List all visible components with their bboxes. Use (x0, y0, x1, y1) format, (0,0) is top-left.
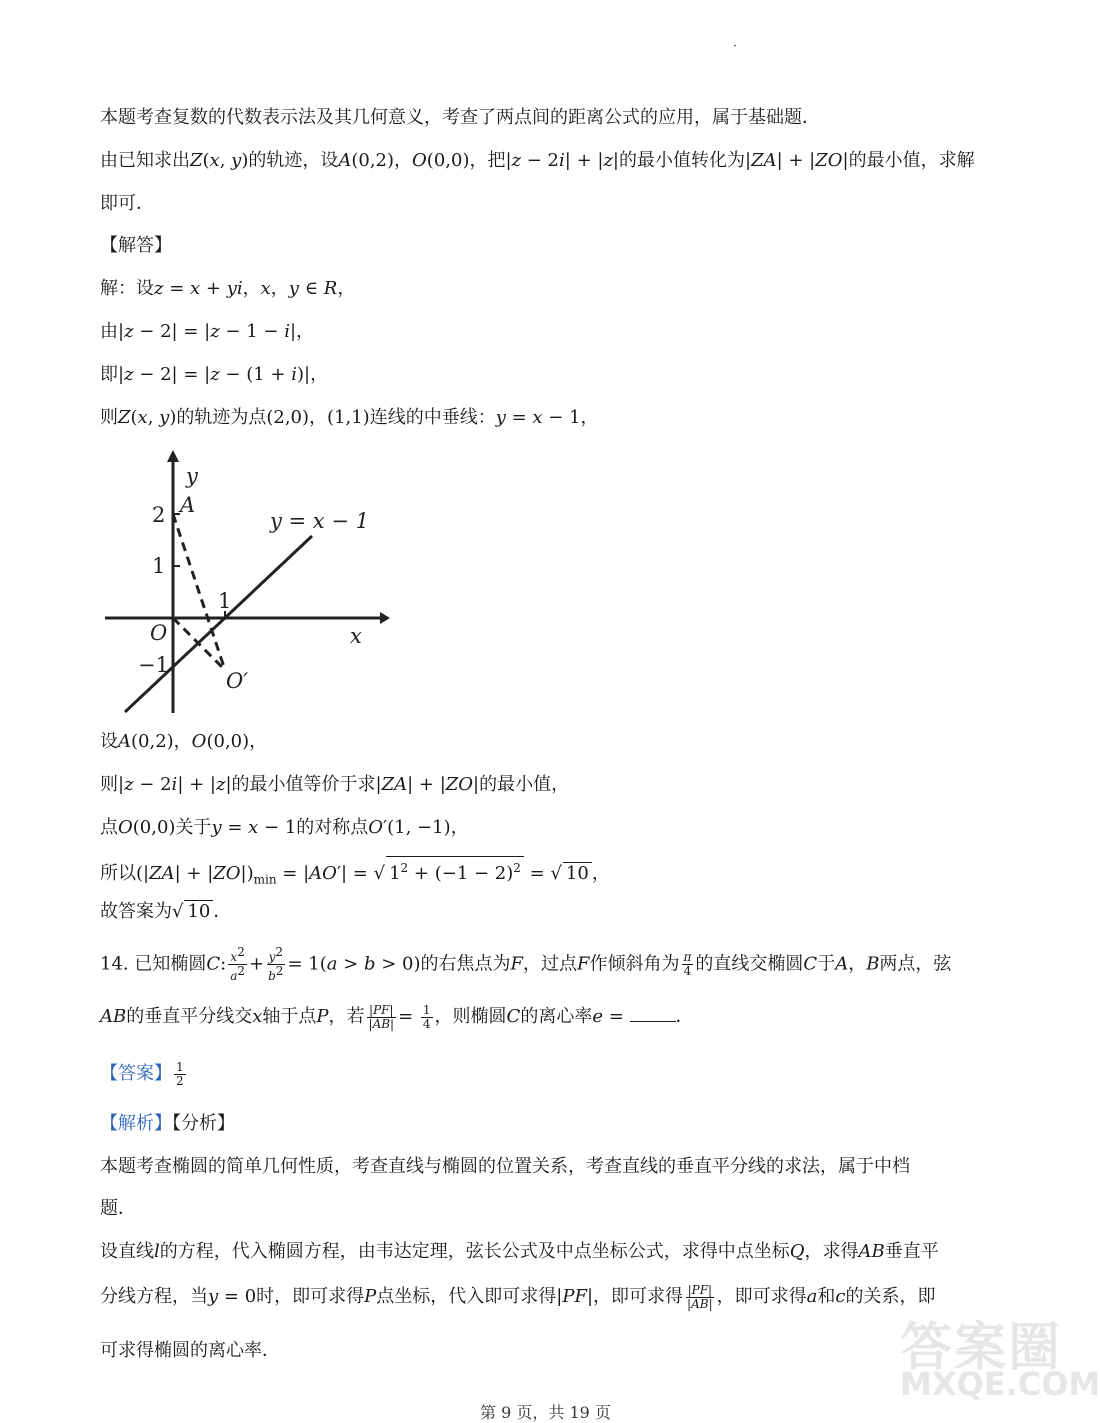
answer-label: 【答案】 (100, 1063, 172, 1084)
question-14-line-1: 14. 已知椭圆C: $\frac{x^2}{a^2}$ + $\frac{y^2}{b^2}$ = 1(a > b > 0)的右焦点为F，过点F作倾斜角为 $\frac{\pi}{4}$ 的直线交椭圆C于A，B两点，弦 (100, 945, 952, 983)
y-axis-arrow (167, 450, 179, 462)
solution-line-8: 所以$(|ZA| + |ZO|)_{min} = |AO'|$ = √ $1^2 + (-1 - 2)^2$ = √ 10 ， (100, 856, 610, 894)
q14-analysis-line-2: 题． (100, 1198, 136, 1219)
q14-analysis-line-4: 分线方程，当y = 0时，即可求得P点坐标，代入即可求得|PF|，即可求得 $\frac{|PF|}{|AB|}$ ，即可求得a和c的关系，即 (100, 1282, 936, 1311)
answer-value: $\frac{1}{2}$ (176, 1059, 184, 1088)
q14-analysis-line-5: 可求得椭圆的离心率． (100, 1340, 280, 1361)
question-14-line-2: AB的垂直平分线交x轴于点P，若 $\frac{|PF|}{|AB|}$ = $\frac{1}{4}$ ，则椭圆C的离心率e = ． (100, 1002, 694, 1031)
tick-label-x-1: 1 (218, 589, 232, 613)
answer-line (100, 1060, 188, 1088)
point-A-label: A (180, 493, 196, 517)
x-axis-arrow (380, 612, 390, 624)
analysis-header-line (100, 1110, 235, 1138)
solution-line-1: 解：设z = x + yi，x，y ∈ R， (100, 278, 356, 299)
tick-label-1: 1 (152, 554, 166, 578)
solution-line-6: 则|z − 2i| + |z|的最小值等价于求|ZA| + |ZO|的最小值， (100, 774, 570, 795)
tick-label-minus-1: −1 (138, 653, 169, 677)
point-Oprime-label: O′ (226, 669, 248, 693)
top-mark: · (733, 39, 737, 53)
coordinate-figure (100, 448, 390, 718)
x-axis-label: x (350, 624, 362, 648)
analysis-label: 【解析】 (100, 1113, 172, 1134)
analysis-text-line-1: 本题考查复数的代数表示法及其几何意义，考查了两点间的距离公式的应用，属于基础题． (100, 107, 820, 128)
page-footer: 第 9 页，共 19 页 (480, 1403, 611, 1422)
q14-analysis-line-3: 设直线l的方程，代入椭圆方程，由韦达定理，弦长公式及中点坐标公式，求得中点坐标Q，求得AB垂直平 (100, 1241, 939, 1262)
solution-line-5: 设A(0,2)，O(0,0)， (100, 731, 268, 752)
solution-line-9: 故答案为√ 10 ． (100, 901, 232, 922)
line-equation-label: y = x − 1 (270, 509, 369, 533)
y-axis-label: y (186, 464, 198, 488)
q14-analysis-line-1: 本题考查椭圆的简单几何性质，考查直线与椭圆的位置关系，考查直线的垂直平分线的求法，属于中档 (100, 1156, 910, 1177)
analysis-text-line-2: 由已知求出Z(x, y)的轨迹，设A(0,2)，O(0,0)，把|z − 2i| + |z|的最小值转化为|ZA| + |ZO|的最小值，求解 (100, 150, 975, 171)
solution-line-2: 由|z − 2| = |z − 1 − i|， (100, 321, 315, 342)
analysis-text-line-3: 即可． (100, 193, 154, 214)
site-watermark-logo: 答案圈 MXQE.COM (900, 1318, 1100, 1403)
solution-line-7: 点O(0,0)关于y = x − 1的对称点O′(1, −1)， (100, 817, 469, 838)
solution-line-3: 即|z − 2| = |z − (1 + i)|， (100, 364, 329, 385)
analysis-tag: 【分析】 (172, 1113, 235, 1134)
answer-blank (630, 1005, 676, 1022)
tick-label-2: 2 (152, 503, 166, 527)
solution-header: 【解答】 (100, 235, 172, 256)
origin-label: O (150, 621, 168, 645)
solution-line-4: 则Z(x, y)的轨迹为点(2,0)，(1,1)连线的中垂线：y = x − 1， (100, 407, 599, 428)
